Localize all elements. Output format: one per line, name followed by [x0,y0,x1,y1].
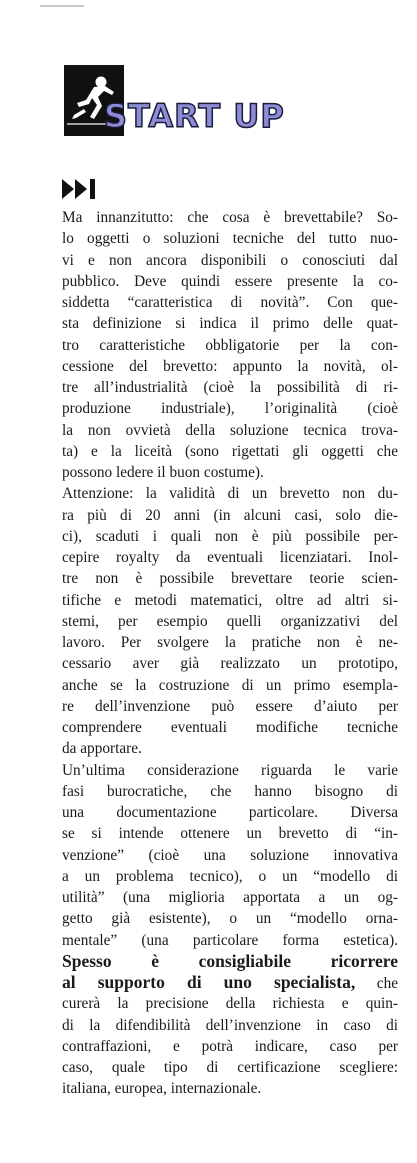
text-line: siddetta “caratteristica di novità”. Con que- [62,294,398,311]
text-line: caso, quale tipo di certificazione scegliere: [62,1059,398,1076]
text-line: Attenzione: la validità di un brevetto non du- [62,485,398,503]
text-line: venzione” (cioè una soluzione innovativa [62,846,398,864]
text-line: pubblico. Deve quindi essere presente la co- [62,272,398,290]
text-line: sta definizione si indica il primo delle quat- [62,315,398,333]
text-line: Un’ultima considerazione riguarda le varie [62,761,398,779]
text-line: possono ledere il buon costume). [62,464,264,481]
text-line: ci), scaduti i quali non è più possibile per- [62,527,398,545]
text-line: cepire royalty da eventuali licenziatari. Inol- [62,549,398,566]
text-line: lavoro. Per svolgere la pratiche non è ne- [62,634,398,651]
text-line: utilità” (una miglioria apportata a un og- [62,889,398,906]
text-line: la non ovvietà della soluzione tecnica trova- [62,421,398,439]
text-line: italiana, europea, internazionale. [62,1080,262,1098]
text-line: tre all’industrialità (cioè la possibilità di ri- [62,379,398,396]
text-line: getto già esistente), o un “modello orna- [62,910,398,928]
text-line: curerà la precisione della richiesta e quin- [62,995,398,1013]
text-line: lo oggetti o soluzioni tecniche del tutto nuo- [62,230,398,248]
article-body [62,207,398,1100]
text-line: re dell’invenzione può essere d’aiuto per [62,697,398,715]
text-line: ra più di 20 anni (in alcuni casi, solo die- [62,506,398,524]
text-line: tifiche e metodi matematici, oltre ad altri si- [62,591,398,609]
text-line: anche se la costruzione di un primo esempla- [62,676,398,694]
emphasis-text: al supporto di uno specialista, [62,972,356,992]
text-line: fasi burocratiche, che hanno bisogno di [62,782,398,800]
text-line: tro caratteristiche obbligatorie per la con- [62,336,398,354]
text-line: ta) e la liceità (sono rigettati gli oggetti che [62,442,398,460]
text-line: stemi, per esempio quelli organizzativi del [62,612,398,630]
top-rule [40,5,84,7]
text-line: se si intende ottenere un brevetto di “in- [62,825,398,843]
text-line: al supporto di uno specialista, che [62,972,398,992]
text-line: tre non è possibile brevettare teorie scien- [62,570,398,588]
text-line: Spesso è consigliabile ricorrere [62,950,398,971]
text-line: cessario aver già realizzato un prototipo, [62,655,398,673]
text-line: mentale” (una particolare forma estetica). [62,931,398,949]
fast-forward-icon [62,177,104,201]
text-line: produzione industriale), l’originalità (cioè [62,400,398,418]
text-line: da apportare. [62,740,142,758]
text-line: cessione del brevetto: appunto la novità, ol- [62,357,398,375]
text-line: una documentazione particolare. Diversa [62,804,398,821]
text-line: a un problema tecnico), o un “modello di [62,867,398,885]
text-line: vi e non ancora disponibili o conosciuti dal [62,251,398,269]
section-title: START UP [104,97,285,135]
text-line: Ma innanzitutto: che cosa è brevettabile? So- [62,209,398,226]
text-line: di la difendibilità dell’invenzione in caso di [62,1016,398,1034]
text-line: comprendere eventuali modifiche tecniche [62,719,398,736]
text-line: contraffazioni, e potrà indicare, caso per [62,1037,398,1055]
